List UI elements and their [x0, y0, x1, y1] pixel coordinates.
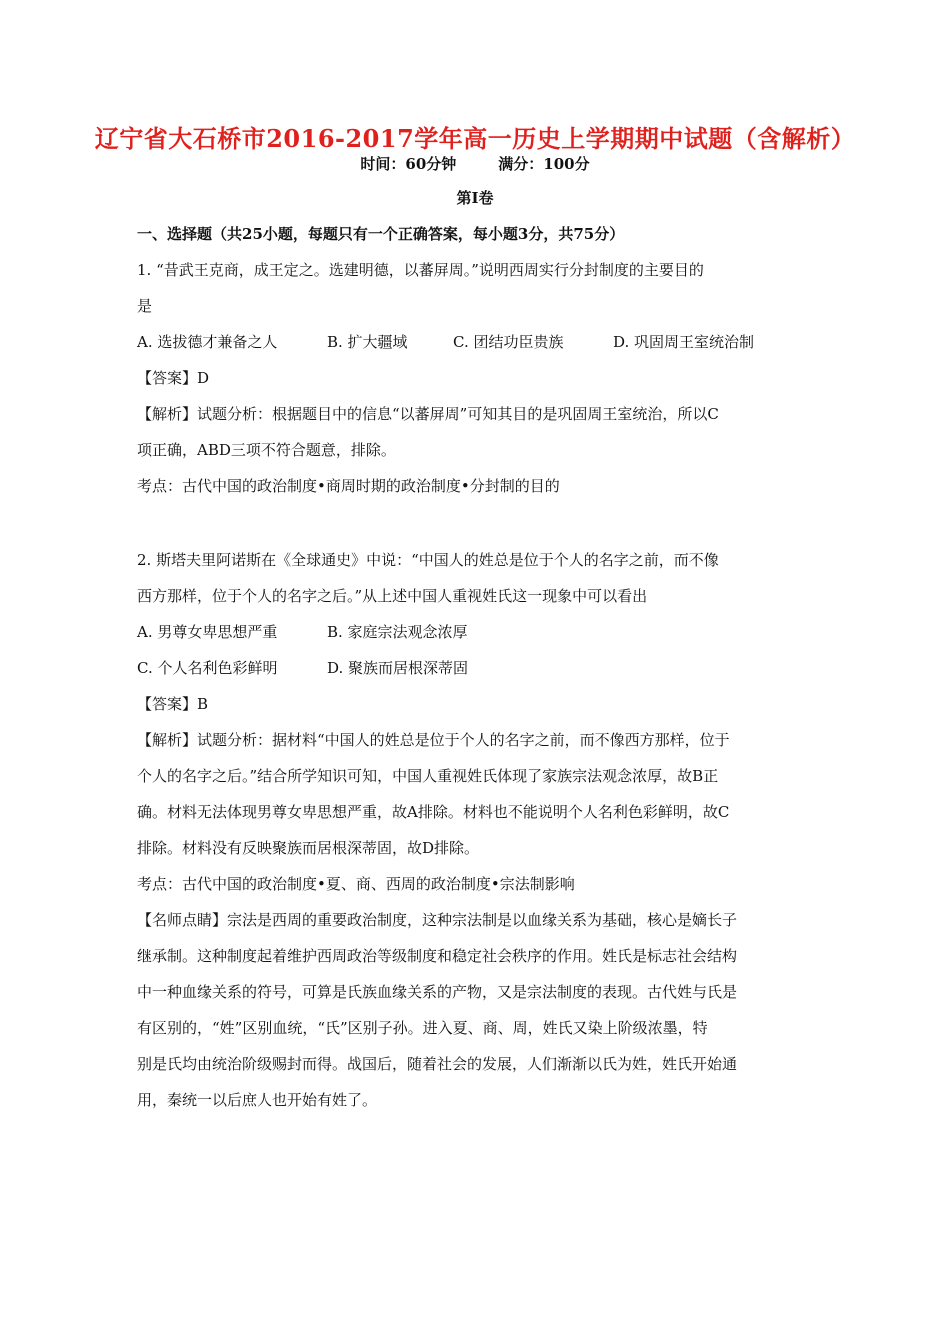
option-row: [137, 614, 817, 650]
exam-time: 时间：60分钟: [360, 155, 457, 173]
answer: 【答案】B: [137, 695, 209, 713]
analysis-line: 个人的名字之后。”结合所学知识可知，中国人重视姓氏体现了家族宗法观念浓厚，故B正: [137, 767, 719, 785]
option-b: B. 扩大疆域: [327, 333, 408, 351]
option-d: D. 巩固周王室统治制: [613, 333, 755, 351]
option-row: [137, 650, 817, 686]
analysis-line: 项正确，ABD三项不符合题意，排除。: [137, 441, 396, 459]
option-a: A. 选拔德才兼备之人: [137, 333, 278, 351]
document-body: [137, 216, 817, 1118]
option-row: [137, 324, 817, 360]
question-stem: 2. 斯塔夫里阿诺斯在《全球通史》中说：“中国人的姓总是位于个人的名字之前，而不像: [137, 551, 719, 569]
answer: 【答案】D: [137, 369, 210, 387]
teacher-note-line: 继承制。这种制度起着维护西周政治等级制度和稳定社会秩序的作用。姓氏是标志社会结构: [137, 947, 738, 965]
option-a: A. 男尊女卑思想严重: [137, 623, 278, 641]
volume-heading: 第I卷: [456, 189, 494, 207]
teacher-note-line: 【名师点睛】宗法是西周的重要政治制度，这种宗法制是以血缘关系为基础，核心是嫡长子: [137, 911, 738, 929]
question-stem: 1. “昔武王克商，成王定之。选建明德，以蕃屏周。”说明西周实行分封制度的主要目的: [137, 261, 704, 279]
option-d: D. 聚族而居根深蒂固: [327, 659, 469, 677]
analysis-line: 排除。材料没有反映聚族而居根深蒂固，故D排除。: [137, 839, 480, 857]
document-title: 辽宁省大石桥市2016-2017学年高一历史上学期期中试题（含解析）: [94, 124, 856, 153]
exam-meta: [0, 153, 950, 174]
teacher-note-line: 用，秦统一以后庶人也开始有姓了。: [137, 1091, 378, 1109]
question-2: [137, 542, 817, 1118]
question-stem-cont: 西方那样，位于个人的名字之后。”从上述中国人重视姓氏这一现象中可以看出: [137, 587, 648, 605]
section-heading: 一、选择题（共25小题，每题只有一个正确答案，每小题3分，共75分）: [137, 225, 625, 243]
knowledge-point: 考点：古代中国的政治制度•夏、商、西周的政治制度•宗法制影响: [137, 875, 575, 893]
exam-score: 满分：100分: [498, 155, 590, 173]
option-c: C. 团结功臣贵族: [453, 333, 564, 351]
analysis-line: 【解析】试题分析：据材料“中国人的姓总是位于个人的名字之前，而不像西方那样，位于: [137, 731, 730, 749]
option-b: B. 家庭宗法观念浓厚: [327, 623, 468, 641]
analysis-line: 【解析】试题分析：根据题目中的信息“以蕃屏周”可知其目的是巩固周王室统治，所以C: [137, 405, 719, 423]
teacher-note-line: 有区别的，“姓”区别血统，“氏”区别子孙。进入夏、商、周，姓氏又染上阶级浓墨，特: [137, 1019, 708, 1037]
teacher-note-line: 中一种血缘关系的符号，可算是氏族血缘关系的产物，又是宗法制度的表现。古代姓与氏是: [137, 983, 738, 1001]
spacer: [137, 504, 817, 542]
question-1: [137, 252, 817, 504]
teacher-note-line: 别是氏均由统治阶级赐封而得。战国后，随着社会的发展，人们渐渐以氏为姓，姓氏开始通: [137, 1055, 738, 1073]
option-c: C. 个人名利色彩鲜明: [137, 659, 278, 677]
question-stem-cont: 是: [137, 297, 153, 315]
analysis-line: 确。材料无法体现男尊女卑思想严重，故A排除。材料也不能说明个人名利色彩鲜明，故C: [137, 803, 730, 821]
knowledge-point: 考点：古代中国的政治制度•商周时期的政治制度•分封制的目的: [137, 477, 560, 495]
